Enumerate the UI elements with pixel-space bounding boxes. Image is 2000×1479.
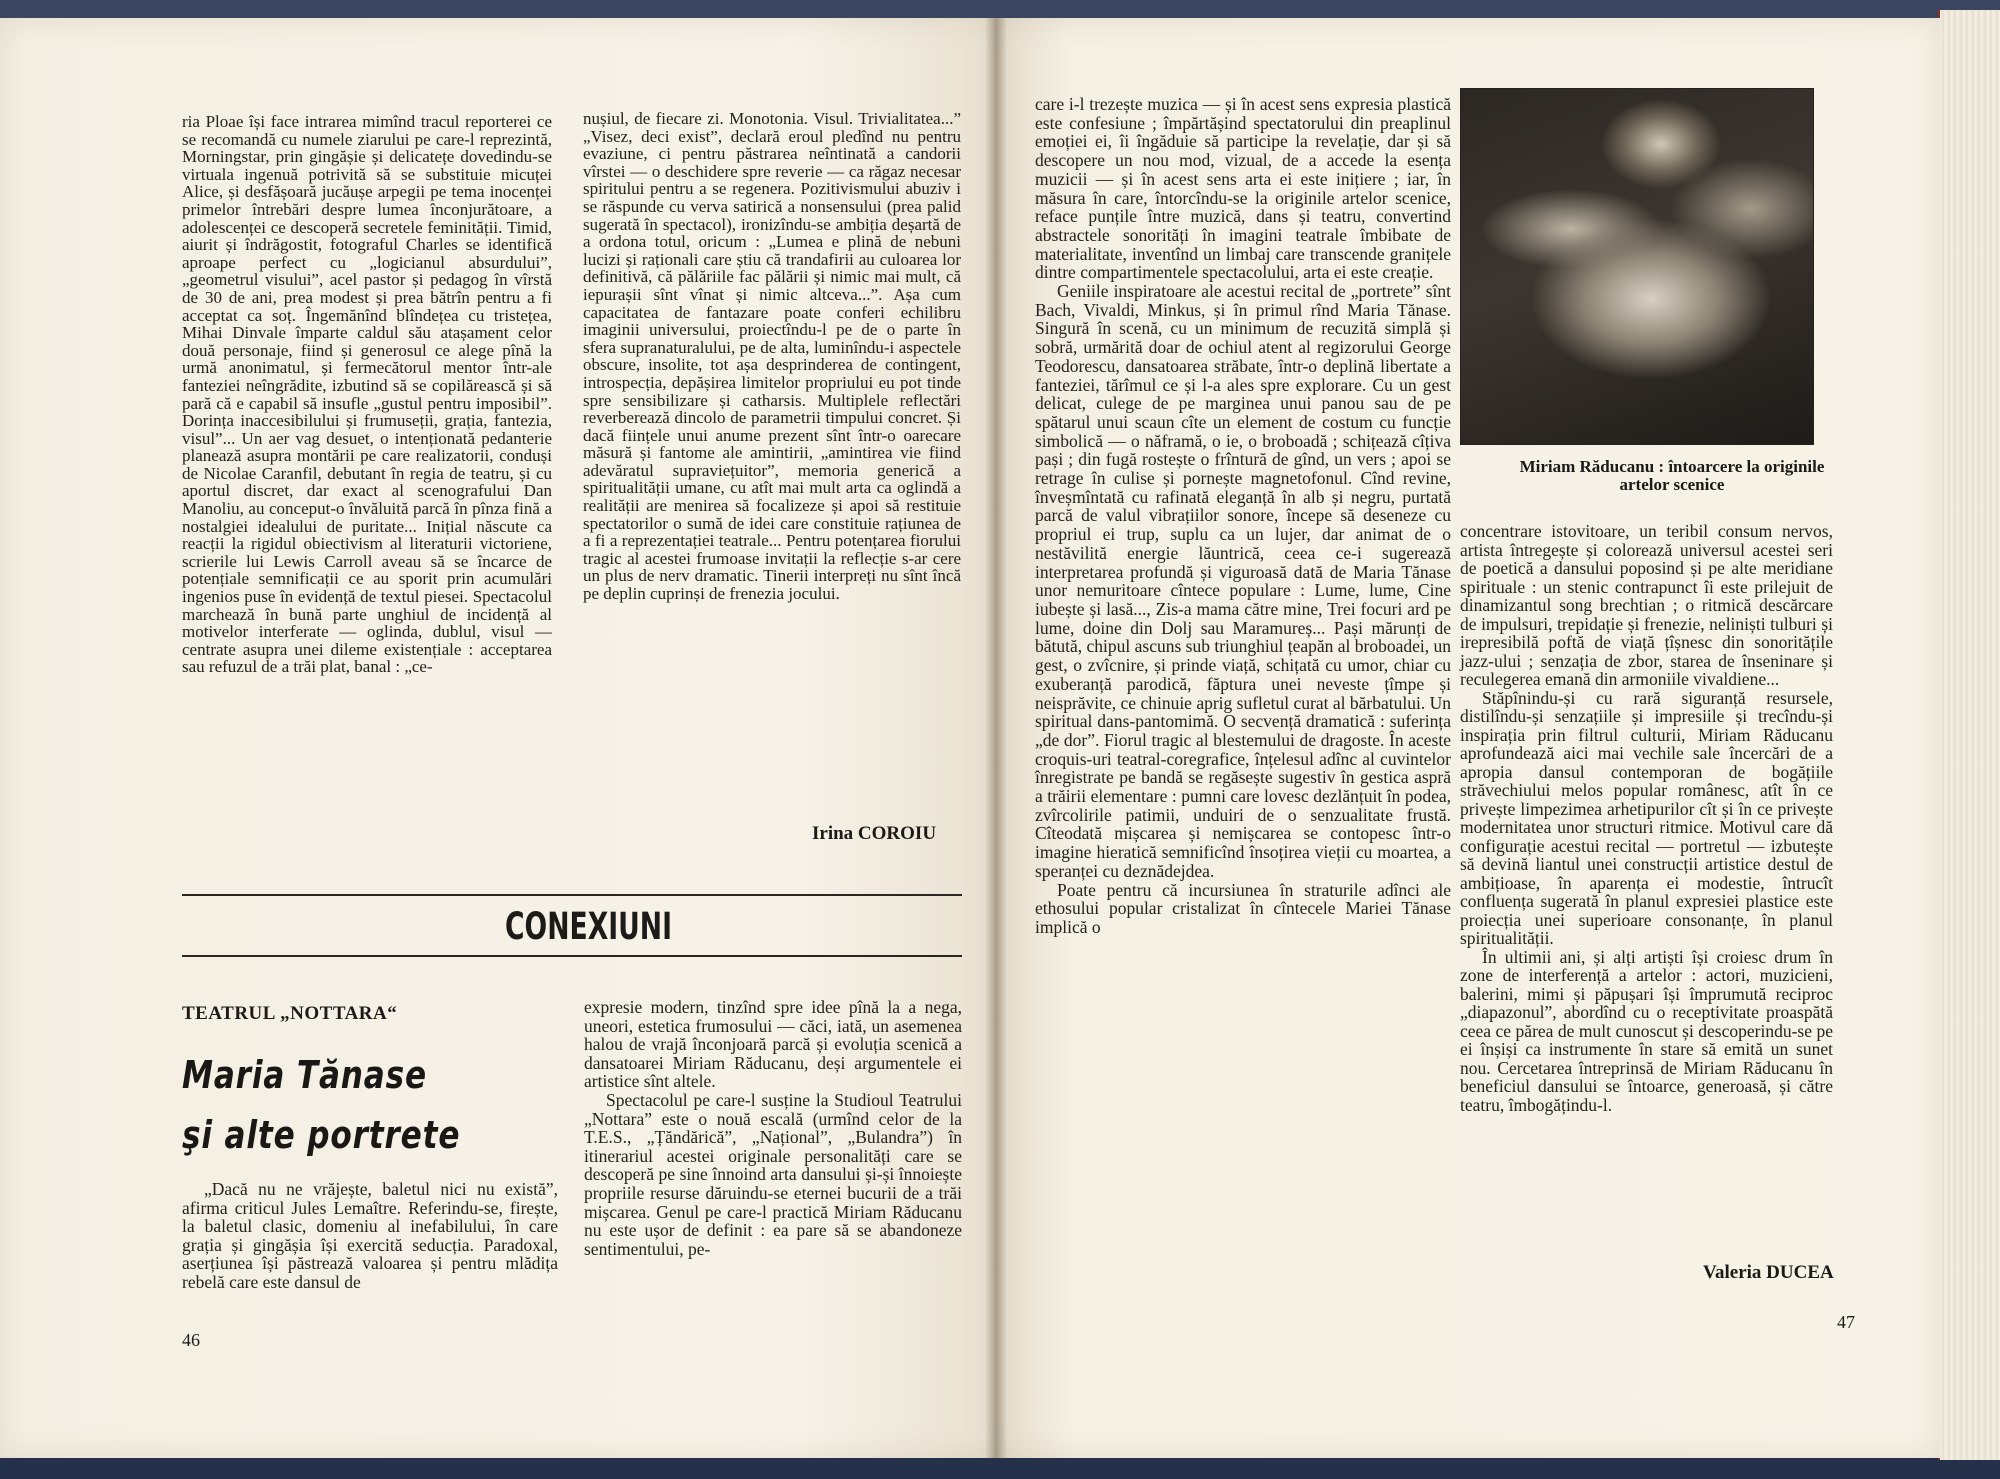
paragraph: Geniile inspiratoare ale acestui recital de „portrete” sînt Bach, Vivaldi, Minkus, și în primul rînd Maria Tănase. Singură în scenă, cu un minimum de recuzită simplă și sobră, urmărită doar de ochiul atent al regizorului George Teodorescu, dansatoarea străbate, într-o deplină libertate a fanteziei, tărîmul ce și l-a ales spre explorare. Cu un gest delicat, culege de pe marginea unui panou sau de pe spătarul unui scaun cîte un element de costum cu funcție simbolică — o năframă, o ie, o broboadă ; schițează cîțiva pași ; din fugă rostește o frîntură de gînd, un vers ; apoi se retrage în culise și pornește magnetofonul. Cînd revine, înveșmîntată cu rafinată eleganță în alb și negru, purtată parcă de valul vibrațiilor sonore, începe să deseneze cu propriul ei trup, suplu ca un lujer, dar animat de o nestăvilită energie lăuntrică, ceea ce-i sugerează interpretarea profundă și viguroasă dată de Maria Tănase unor nemuritoare cîntece populare : Lume, lume, Cine iubește și lasă..., Zis-a mama către mine, Trei focuri ard pe lume, doine din Dolj sau Maramureș... Pași mărunți de bătută, chipul ascuns sub triunghiul țeapăn al broboadei, un gest, o zvîcnire, și prinde viață, schițată cu umor, chiar cu exuberanță parodică, făptura unei neveste țîmpe și neisprăvite, ce chinuie aprig sufletul curat al bărbatului. Un spiritual dans-pantomimă. O secvență dramatică : suferința „de dor”. Fiorul tragic al blestemului de dragoste. În aceste croquis-uri teatral-coregrafice, înțelesul adînc al cuvintelor înregistrate pe bandă se regăsește sugestiv în gestica aspră a trăirii elementare : pumni care lovesc dezlănțuit în podea, zvîrcolirile patimii, unduiri de o senzualitate frustă. Cîteodată mișcarea și nemișcarea se contopesc într-o imagine hieratică semnificînd însoțirea vieții cu moartea, a speranței cu deznădejdea.: [1035, 281, 1452, 881]
photo-caption: Miriam Răducanu : întoarcere la originile artelor scenice: [1519, 457, 1825, 494]
section-title: CONEXIUNI: [505, 905, 672, 948]
page-number-left: 46: [182, 1330, 200, 1350]
left-column-2: [583, 110, 961, 603]
right-column-2: [1460, 522, 1833, 1114]
dancer-photo: [1460, 88, 1814, 445]
paragraph: Spectacolul pe care-l susține la Studioul Teatrului „Nottara” este o nouă escală (urmînd celor de la T.E.S., „Țăndărică”, „Național”, „Bulandra”) în itinerariul acestei originale personalități care se descoperă pe sine înnoind arta dansului și-și înnoiește propriile resurse dăruindu-se eternei bucurii de a trăi mișcarea. Genul pe care-l practică Miriam Răducanu nu este ușor de definit : ea pare să se abandoneze sentimentului, pe-: [584, 1089, 962, 1259]
book-gutter: [985, 18, 1007, 1458]
paragraph: expresie modern, tinzînd spre idee pînă la a nega, uneori, estetica frumosului — căci, iată, un asemenea halou de vrajă înconjoară parcă și evoluția scenică a dansatoarei Miriam Răducanu, deși argumentele ei artistice sînt altele.: [584, 997, 962, 1092]
right-column-1: [1035, 95, 1451, 937]
theatre-kicker: TEATRUL „NOTTARA“: [182, 1003, 398, 1024]
page-number-right: 47: [1837, 1312, 1855, 1332]
paragraph: În ultimii ani, și alți artiști își croiesc drum în zone de interferență a artelor : actori, muzicieni, balerini, mimi și păpușari își împrumută reciproc „diapazonul”, abordînd cu o receptivitate proaspătă ceea ce părea de mult cunoscut și descoperindu-se pe ei înșiși ca instrumente în stare să emită un sunet nou. Cercetarea întreprinsă de Miriam Răducanu în beneficiul dansului se întoarce, generoasă, și către teatru, îmbogățindu-l.: [1460, 946, 1833, 1115]
paragraph: Stăpînindu-și cu rară siguranță resursele, distilîndu-și senzațiile și impresiile și trecîndu-și inspirația prin filtrul culturii, Miriam Răducanu aprofundează aici mai vechile sale încercări de a apropia dansul contemporan de bogățiile străvechiului melos popular românesc, atît în ce privește limpezimea arhetipurilor cît și în ce privește modernitatea unor structuri ritmice. Motivul care dă configurație acestui recital — portretul — izbutește să devină liantul unei construcții artistice destul de ambițioase, în aparența ei modestie, întrucît confluența sugerată în planul expresiei plastice este proiecția unei superioare consonanțe, în planul spiritualității.: [1460, 687, 1833, 948]
section-rule-top: [182, 894, 962, 896]
paragraph: „Dacă nu ne vrăjește, baletul nici nu există”, afirma criticul Jules Lemaître. Referindu-se, firește, la baletul clasic, domeniu al inefabilului, în care grația și gingășia își exercită seducția. Paradoxal, aserțiunea își păstrează valoarea și pentru mlădița rebelă care este dansul de: [182, 1179, 558, 1292]
left-column-4: [584, 998, 962, 1258]
left-column-3: [182, 1180, 558, 1292]
book-page-edges: [1938, 10, 2000, 1460]
author-signature-ducea: Valeria DUCEA: [1703, 1262, 1834, 1283]
paragraph: care i-l trezește muzica — și în acest sens expresia plastică este confesiune ; împărtășind spectatorului din preaplinul emoției ei, îi îngăduie să participe la revelație, dar și să descopere un nou mod, vizual, de a accede la esența muzicii — și în acest sens arta ei este inițiere ; iar, în măsura în care, întorcîndu-se la originile artelor scenice, reface punțile între muzică, dans și teatru, convertind abstractele sonorități în imagini teatrale îmbibate de materialitate, inventînd un limbaj care transcende granițele dintre compartimentele spectacolului, arta ei este creație.: [1035, 94, 1451, 283]
article-headline-line1: Maria Tănase: [182, 1053, 427, 1097]
paragraph: ria Ploae își face intrarea mimînd tracul reporterei ce se recomandă cu numele ziarului pe care-l reprezintă, Morningstar, prin gingășie și delicatețe dovedindu-se virtuala ingenuă potrivită să se substituie micuței Alice, și desfășoară jucăușe arpegii pe tema inocenței primelor întrebări despre lumea înconjurătoare, a adolescenței ce descoperă secretele feminității. Timid, aiurit și îndrăgostit, fotograful Charles se identifică aproape perfect cu „logicianul absurdului”, „geometrul visului”, acel pastor și pedagog în vîrstă de 30 de ani, prea modest și prea bătrîn pentru a fi acceptat ca soț. Îngemănînd blîndețea cu tristețea, Mihai Dinvale împarte caldul său atașament celor două personaje, fiind și generosul ce alege pînă la urmă anonimatul, și fermecătorul mentor într-ale fanteziei neîngrădite, izbutind să se copilărească și să pară că e capabil să insufle „gustul pentru imposibil”. Dorința inaccesibilului și frumuseții, grația, fantezia, visul”... Un aer vag desuet, o intenționată pedanterie planează asupra montării pe care realizatorii, conduși de Nicolae Caranfil, debutant în regia de teatru, și cu aportul discret, dar exact al scenografului Dan Manoliu, au conceput-o învăluită parcă în pînza fină a nostalgiei idealului de puritate... Inițial născute ca reacții la rigidul obiectivism al literaturii victoriene, scrierile lui Lewis Carroll aveau să se încarce de potențiale semnificații ce au sporit prin acumulări ingenios puse în evidență de textul piesei. Spectacolul marchează în bună parte unghiul de incidență al motivelor interferate — oglinda, dublul, visul — centrate asupra unei dileme existențiale : acceptarea sau refuzul de a trăi plat, banal : „ce-: [182, 112, 552, 677]
paragraph: Poate pentru că incursiunea în straturile adînci ale ethosului popular cristalizat în cîntecele Mariei Tănase implică o: [1035, 879, 1451, 937]
section-rule-bottom: [182, 955, 962, 957]
author-signature-coroiu: Irina COROIU: [812, 823, 937, 844]
paragraph: concentrare istovitoare, un teribil consum nervos, artista întregește și colorează universul acestei seri de poetică a dansului poposind și pe alte meridiane spirituale : un stenic contrapunct îi este prilejuit de dinamizantul song brechtian ; o ritmică descărcare de impulsuri, trepidație și frenezie, neliniști tulburi și irepresibilă poftă de viață țîșnesc din sonoritățile jazz-ului ; senzația de zbor, starea de înseninare și reculegerea emană din armoniile vivaldiene...: [1460, 521, 1833, 689]
paragraph: nușiul, de fiecare zi. Monotonia. Visul. Trivialitatea...” „Visez, deci exist”, declară eroul pledînd nu pentru evaziune, ci pentru păstrarea neîntinată a candorii vîrstei — o deschidere spre reverie — ca răgaz necesar spiritului pentru a se regenera. Pozitivismului abuziv i se răspunde cu verva satirică a nonsensului (prea palid sugerată în spectacol), ironizîndu-se ambiția deșartă de a ordona totul, oricum : „Lumea e plină de nebuni lucizi și raționali care știu că trandafirii au culoarea lor definitivă, că pălăriile fac pălării și nimic mai mult, că iepurașii sînt vînat și nimic altceva...”. Așa cum capacitatea de fantazare poate conferi echilibru imaginii universului, proiectîndu-l pe de o parte în sfera supranaturalului, pe de alta, luminîndu-i aspectele obscure, insolite, tot așa desprinderea de contingent, introspecția, depășirea limitelor propriului eu pot tinde spre sensibilizare și catharsis. Multiplele reflectări reverberează dincolo de parametrii timpului concret. Și dacă ființele unui anume prezent sînt într-o oarecare măsură și fantome ale amintirii, „amintirea vie fiind adevăratul supraviețuitor”, memoria generică a spiritualității umane, cu atît mai mult arta ca oglindă a realității are menirea să focalizeze și apoi să restituie spectatorilor o sumă de idei care constituie rațiunea de a fi a reprezentației teatrale... Pentru potențarea fiorului tragic al acestei frumoase invitații la reflecție s-ar cere un plus de nerv dramatic. Tinerii interpreți nu sînt încă pe deplin cuprinși de frenezia jocului.: [583, 109, 961, 604]
article-headline-line2: şi alte portrete: [182, 1113, 461, 1157]
left-column-1: [182, 113, 552, 676]
